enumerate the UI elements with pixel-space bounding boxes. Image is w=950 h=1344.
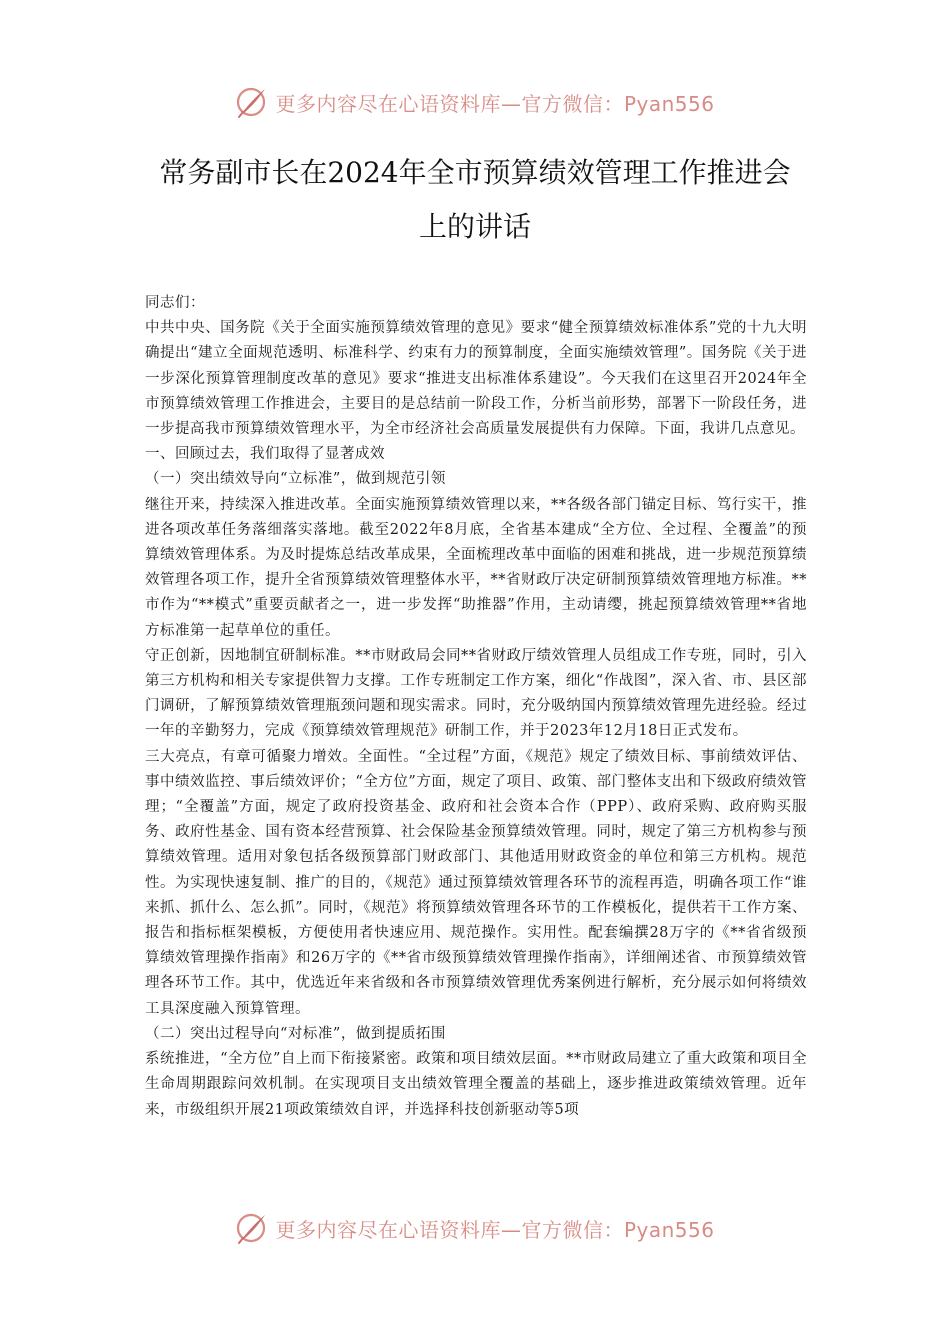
- footer-watermark-banner: [0, 1208, 950, 1248]
- subsection-heading: （一）突出绩效导向“立标准”，做到规范引领: [145, 471, 446, 488]
- feather-brush-logo-icon: [235, 85, 269, 119]
- title-line-2: 上的讲话: [418, 210, 531, 243]
- salutation: 同志们：: [145, 295, 205, 311]
- feather-brush-logo-icon: [235, 1211, 269, 1245]
- document-body: [145, 291, 807, 1123]
- paragraph: 三大亮点，有章可循聚力增效。全面性。“全过程”方面，《规范》规定了绩效目标、事前绩效评估、事中绩效监控、事后绩效评价；“全方位”方面，规定了项目、政策、部门整体支出和下级政府绩效管理；“全覆盖”方面，规定了政府投资基金、政府和社会资本合作（PPP）、政府采购、政府购买服务、政府性基金、国有资本经营预算、社会保险基金预算绩效管理。同时，规定了第三方机构参与预算绩效管理。适用对象包括各级预算部门财政部门、其他适用财政资金的单位和第三方机构。规范性。为实现快速复制、推广的目的，《规范》通过预算绩效管理各环节的流程再造，明确各项工作“谁来抓、抓什么、怎么抓”。同时，《规范》将预算绩效管理各环节的工作模板化，提供若干工作方案、报告和指标框架模板，方便使用者快速应用、规范操作。实用性。配套编撰28万字的《**省省级预算绩效管理操作指南》和26万字的《**省市级预算绩效管理操作指南》，详细阐述省、市预算绩效管理各环节工作。其中，优选近年来省级和各市预算绩效管理优秀案例进行解析，充分展示如何将绩效工具深度融入预算管理。: [145, 748, 807, 1017]
- paragraph: 继往开来，持续深入推进改革。全面实施预算绩效管理以来，**各级各部门锚定目标、笃行实干，推进各项改革任务落细落实落地。截至2022年8月底，全省基本建成“全方位、全过程、全覆盖”的预算绩效管理体系。为及时提炼总结改革成果，全面梳理改革中面临的困难和挑战，进一步规范预算绩效管理各项工作，提升全省预算绩效管理整体水平，**省财政厅决定研制预算绩效管理地方标准。**市作为“**模式”重要贡献者之一，进一步发挥“助推器”作用，主动请缨，挑起预算绩效管理**省地方标准第一起草单位的重任。: [145, 496, 807, 639]
- subsection-heading: （二）突出过程导向“对标准”，做到提质拓围: [145, 1025, 446, 1042]
- title-line-1: 常务副市长在2024年全市预算绩效管理工作推进会: [159, 156, 791, 189]
- document-title: [120, 146, 830, 254]
- header-watermark-banner: [0, 82, 950, 122]
- banner-text: 更多内容尽在心语资料库—官方微信：Pyan556: [275, 1217, 715, 1242]
- banner-text: 更多内容尽在心语资料库—官方微信：Pyan556: [275, 91, 715, 116]
- section-heading: 一、回顾过去，我们取得了显著成效: [145, 446, 385, 463]
- paragraph: 守正创新，因地制宜研制标准。**市财政局会同**省财政厅绩效管理人员组成工作专班，同时，引入第三方机构和相关专家提供智力支撑。工作专班制定工作方案，细化“作战图”，深入省、市、县区部门调研，了解预算绩效管理瓶颈问题和现实需求。同时，充分吸纳国内预算绩效管理先进经验。经过一年的辛勤努力，完成《预算绩效管理规范》研制工作，并于2023年12月18日正式发布。: [145, 647, 807, 740]
- paragraph: 中共中央、国务院《关于全面实施预算绩效管理的意见》要求“健全预算绩效标准体系”党的十九大明确提出“建立全面规范透明、标准科学、约束有力的预算制度，全面实施绩效管理”。国务院《关于进一步深化预算管理制度改革的意见》要求“推进支出标准体系建设”。今天我们在这里召开2024年全市预算绩效管理工作推进会，主要目的是总结前一阶段工作，分析当前形势，部署下一阶段任务，进一步提高我市预算绩效管理水平，为全市经济社会高质量发展提供有力保障。下面，我讲几点意见。: [145, 320, 807, 438]
- paragraph: 系统推进，“全方位”自上而下衔接紧密。政策和项目绩效层面。**市财政局建立了重大政策和项目全生命周期跟踪问效机制。在实现项目支出绩效管理全覆盖的基础上，逐步推进政策绩效管理。近年来，市级组织开展21项政策绩效自评，并选择科技创新驱动等5项: [145, 1051, 807, 1118]
